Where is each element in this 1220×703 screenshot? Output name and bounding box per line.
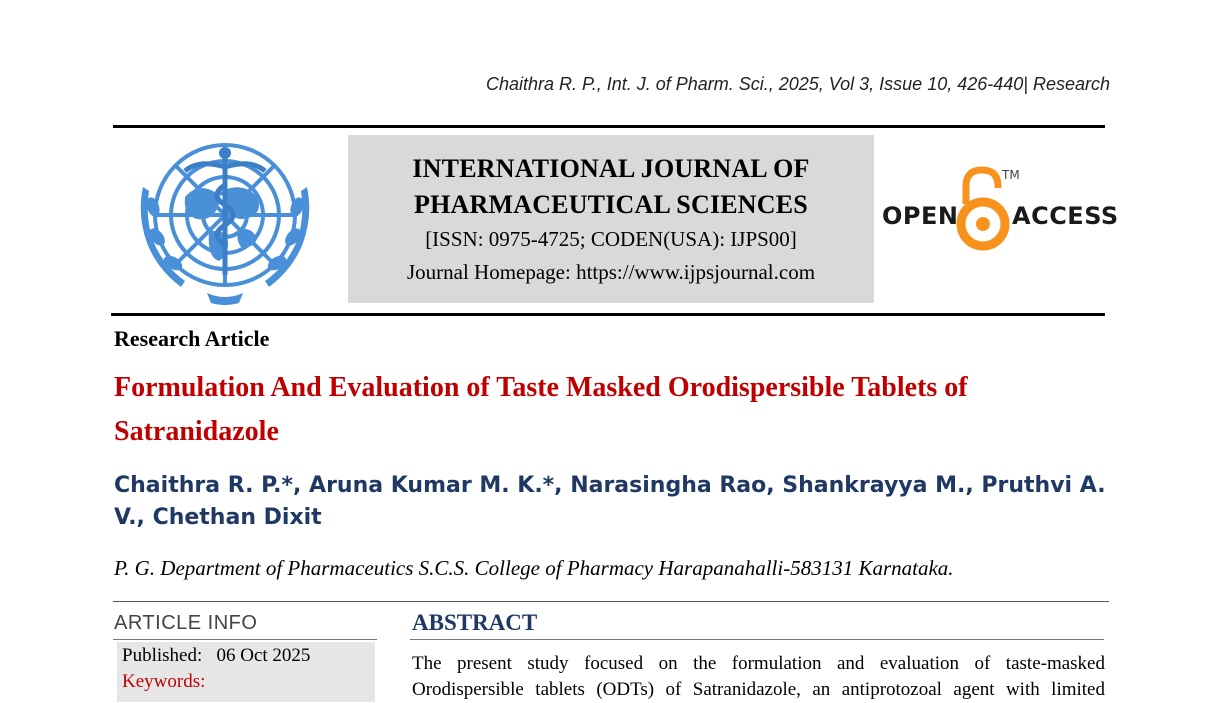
- abstract-rule: [410, 639, 1104, 640]
- top-rule: [113, 125, 1105, 128]
- journal-name-line1: INTERNATIONAL JOURNAL OF: [412, 154, 810, 183]
- article-type: Research Article: [114, 326, 270, 351]
- open-access-logo: [878, 160, 1119, 260]
- section-divider: [113, 601, 1109, 602]
- masthead-bottom-rule: [111, 313, 1105, 316]
- journal-emblem-logo: [127, 137, 323, 307]
- keywords-label: Keywords:: [122, 671, 206, 692]
- article-info-heading: ARTICLE INFO: [114, 612, 258, 634]
- open-word: OPEN: [882, 202, 959, 230]
- abstract-heading: ABSTRACT: [412, 610, 538, 635]
- journal-name-line2: PHARMACEUTICAL SCIENCES: [414, 190, 808, 219]
- published-date: 06 Oct 2025: [216, 645, 311, 666]
- abstract-line: Orodispersible tablets (ODTs) of Satranidazole, an antiprotozoal agent with limited: [412, 679, 1105, 700]
- trademark-mark: TM: [1002, 168, 1020, 182]
- abstract-line: The present study focused on the formulation and evaluation of taste-masked: [412, 653, 1105, 674]
- author-affiliation: P. G. Department of Pharmaceutics S.C.S. College of Pharmacy Harapanahalli-583131 Karnataka.: [114, 556, 954, 580]
- running-header-citation: Chaithra R. P., Int. J. of Pharm. Sci., 2025, Vol 3, Issue 10, 426-440| Research: [485, 74, 1110, 94]
- published-line: [122, 645, 310, 667]
- access-word: ACCESS: [1012, 202, 1119, 230]
- abstract-text: [412, 651, 1105, 703]
- published-label: Published:: [122, 645, 203, 666]
- article-title: Formulation And Evaluation of Taste Masked Orodispersible Tablets of Satranidazole: [114, 372, 968, 447]
- issn-coden: [ISSN: 0975-4725; CODEN(USA): IJPS00]: [425, 227, 797, 251]
- journal-homepage-link[interactable]: Journal Homepage: https://www.ijpsjournal.com: [406, 260, 816, 284]
- author-list: Chaithra R. P.*, Aruna Kumar M. K.*, Narasingha Rao, Shankrayya M., Pruthvi A. V., Chethan Dixit: [114, 473, 1106, 530]
- article-info-rule: [113, 639, 377, 640]
- journal-masthead: [348, 135, 874, 303]
- journal-name: [348, 151, 874, 223]
